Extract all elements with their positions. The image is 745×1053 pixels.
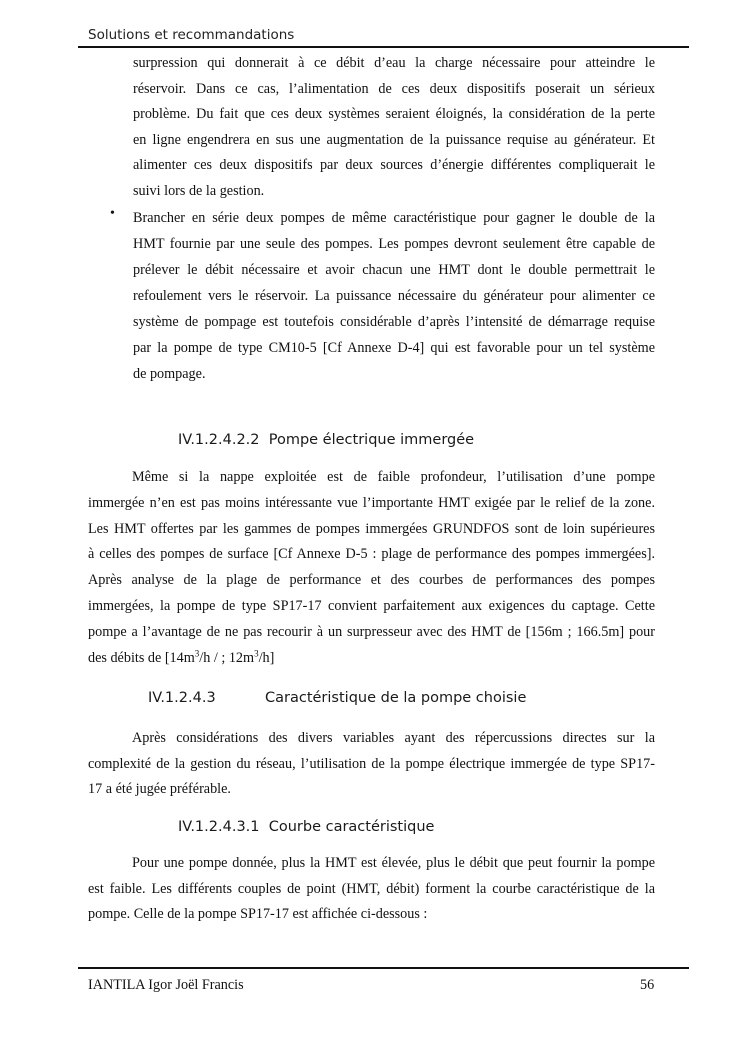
section-heading-caracteristique: [148, 690, 526, 706]
header-rule: [78, 46, 689, 48]
page-number: 56: [640, 977, 655, 993]
section-title: Caractéristique de la pompe choisie: [265, 690, 527, 706]
text-line: en ligne engendrera en sus une augmentation de la puissance requise au générateur. Et: [133, 131, 655, 148]
section-number: IV.1.2.4.2.2: [178, 432, 260, 448]
running-header-title: Solutions et recommandations: [88, 27, 295, 43]
text-line: Après considérations des divers variables ayant des répercussions directes sur la: [132, 730, 655, 746]
text-line: est faible. Les différents couples de point (HMT, débit) forment la courbe caractéristique de la: [88, 880, 655, 897]
paragraph-caracteristique: [88, 726, 655, 803]
footer-author: IANTILA Igor Joël Francis: [88, 977, 244, 993]
section-title: Pompe électrique immergée: [268, 432, 475, 448]
section-title: Courbe caractéristique: [268, 819, 435, 835]
text-line: Pour une pompe donnée, plus la HMT est élevée, plus le débit que peut fournir la pompe: [132, 855, 655, 871]
section-heading-pompe-immergee: [178, 432, 474, 448]
section-number: IV.1.2.4.3: [148, 690, 216, 706]
text-line: à celles des pompes de surface [Cf Annexe D-5 : plage de performance des pompes immergées].: [88, 546, 655, 563]
text-line: 17 a été jugée préférable.: [88, 781, 231, 798]
paragraph-pompe-immergee: [88, 465, 655, 671]
text-fragment: des débits de [14m: [88, 649, 195, 666]
section-heading-courbe: [178, 819, 434, 835]
text-line: alimenter ces deux dispositifs par deux sources d’énergie différentes compliquerait le: [133, 157, 655, 174]
superscript: 3: [194, 647, 200, 658]
bullet-item-paragraph: [133, 205, 655, 387]
text-fragment: /h]: [258, 649, 275, 666]
text-line: par la pompe de type CM10-5 [Cf Annexe D-4] qui est favorable pour un tel système: [133, 340, 655, 356]
text-line: immergée n’en est pas moins intéressante vue l’importante HMT exigée par le relief de la zone.: [88, 494, 655, 511]
text-line: Les HMT offertes par les gammes de pompes immergées GRUNDFOS sont de loin supérieures: [88, 520, 655, 537]
section-number: IV.1.2.4.3.1: [178, 819, 260, 835]
text-line: réservoir. Dans ce cas, l’alimentation de ces deux dispositifs poserait un sérieux: [133, 80, 655, 97]
text-line: de pompage.: [133, 366, 206, 382]
bullet-marker: •: [110, 206, 115, 221]
text-line: pompe. Celle de la pompe SP17-17 est affichée ci-dessous :: [88, 906, 428, 923]
text-line: Brancher en série deux pompes de même caractéristique pour gagner le double de la: [133, 210, 655, 226]
paragraph-courbe: [88, 851, 655, 928]
footer-rule: [78, 967, 689, 969]
text-line: complexité de la gestion du réseau, l’utilisation de la pompe électrique immergée de type SP17-: [88, 755, 655, 772]
text-line: prélever le débit nécessaire et avoir chacun une HMT dont le double permettrait le: [133, 262, 655, 278]
text-line: refoulement vers le réservoir. La puissance nécessaire du générateur pour alimenter ce: [133, 288, 655, 304]
text-line: Après analyse de la plage de performance et des courbes de performances des pompes: [88, 572, 655, 589]
text-line-debits: [88, 646, 655, 672]
superscript: 3: [254, 647, 259, 658]
text-line: suivi lors de la gestion.: [133, 182, 265, 199]
intro-paragraph: [133, 51, 655, 205]
text-line: immergées, la pompe de type SP17-17 convient parfaitement aux exigences du captage. Cette: [88, 597, 655, 614]
text-line: HMT fournie par une seule des pompes. Les pompes devront seulement être capable de: [133, 236, 655, 252]
text-line: problème. Du fait que ces deux systèmes seraient éloignés, la considération de la perte: [133, 106, 655, 123]
text-fragment: /h / ; 12m: [199, 649, 255, 666]
text-line: système de pompage est toutefois considérable d’après l’intensité de démarrage requise: [133, 314, 655, 330]
text-line: surpression qui donnerait à ce débit d’eau la charge nécessaire pour atteindre le: [133, 55, 655, 71]
text-line: Même si la nappe exploitée est de faible profondeur, l’utilisation d’une pompe: [132, 469, 655, 485]
text-line: pompe a l’avantage de ne pas recourir à un surpresseur avec des HMT de [156m ; 166.5m] pour: [88, 623, 655, 640]
